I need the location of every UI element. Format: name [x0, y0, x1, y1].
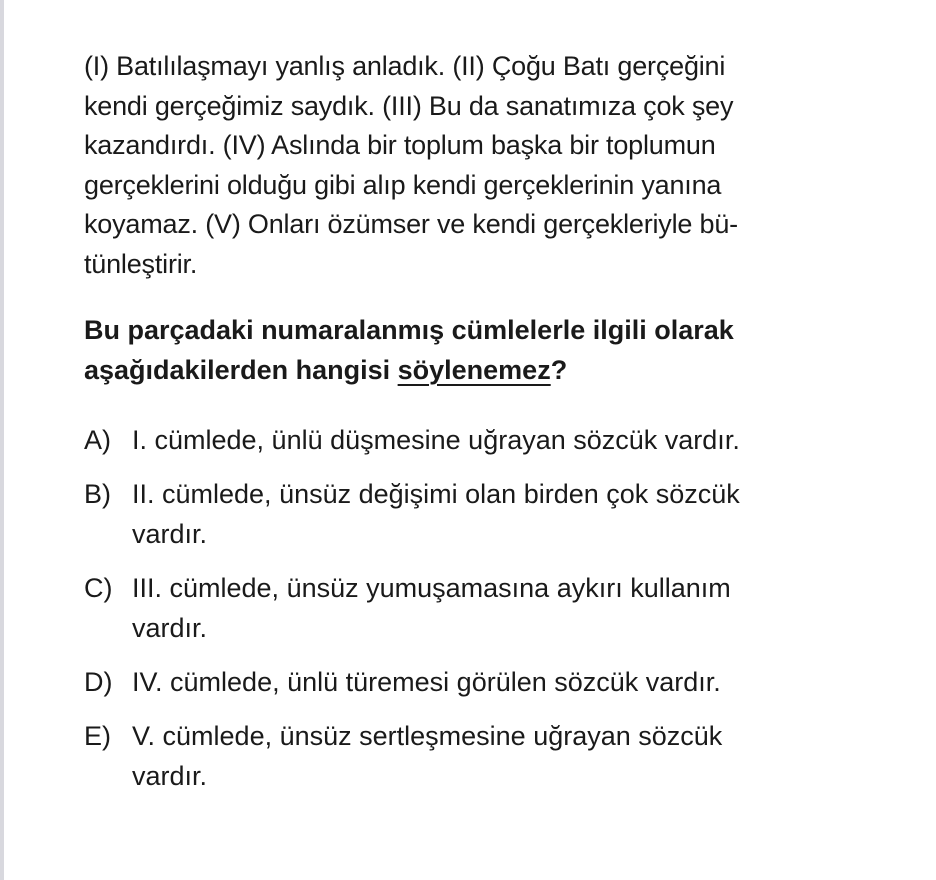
passage-line: kazandırdı. (IV) Aslında bir toplum başka bir toplumun [84, 130, 716, 160]
option-line: I. cümlede, ünlü düşmesine uğrayan sözcük vardır. [132, 425, 740, 455]
option-line: vardır. [132, 613, 208, 643]
page-left-edge [0, 0, 4, 880]
option-e[interactable] [84, 716, 904, 796]
stem-line-1: Bu parçadaki numaralanmış cümlelerle ilgili olarak [84, 315, 734, 345]
question-block [84, 47, 904, 810]
option-a[interactable] [84, 420, 904, 460]
passage-line: (I) Batılılaşmayı yanlış anladık. (II) Çoğu Batı gerçeğini [84, 51, 726, 81]
option-line: vardır. [132, 519, 208, 549]
passage-line: gerçeklerini olduğu gibi alıp kendi gerçeklerinin yanına [84, 169, 722, 200]
stem-prefix: aşağıdakilerden hangisi [84, 355, 398, 385]
passage-line: tünleştirir. [84, 248, 198, 279]
stem-suffix: ? [550, 355, 568, 385]
option-d[interactable] [84, 662, 904, 702]
option-letter: E) [84, 721, 111, 751]
passage [84, 47, 904, 284]
option-c[interactable] [84, 568, 904, 648]
stem-underlined-word: söylenemez [397, 355, 551, 385]
option-letter: C) [84, 573, 113, 603]
option-letter: A) [84, 425, 111, 455]
question-stem [84, 310, 904, 390]
option-letter: D) [84, 667, 113, 697]
passage-line: kendi gerçeğimiz saydık. (III) Bu da sanatımıza çok şey [84, 90, 734, 121]
option-text [132, 662, 721, 702]
option-line: III. cümlede, ünsüz yumuşamasına aykırı kullanım [132, 573, 731, 603]
stem-line-2 [84, 350, 904, 390]
option-line: V. cümlede, ünsüz sertleşmesine uğrayan sözcük [132, 721, 723, 751]
option-line: IV. cümlede, ünlü türemesi görülen sözcük vardır. [132, 667, 721, 697]
option-line: vardır. [132, 761, 208, 791]
option-text [132, 716, 722, 796]
option-line: II. cümlede, ünsüz değişimi olan birden çok sözcük [132, 479, 740, 509]
option-text [132, 420, 740, 460]
answer-options [84, 420, 904, 796]
passage-line: koyamaz. (V) Onları özümser ve kendi gerçekleriyle bü- [84, 209, 738, 239]
option-letter: B) [84, 479, 111, 509]
option-b[interactable] [84, 474, 904, 554]
option-text [132, 568, 731, 648]
option-text [132, 474, 740, 554]
